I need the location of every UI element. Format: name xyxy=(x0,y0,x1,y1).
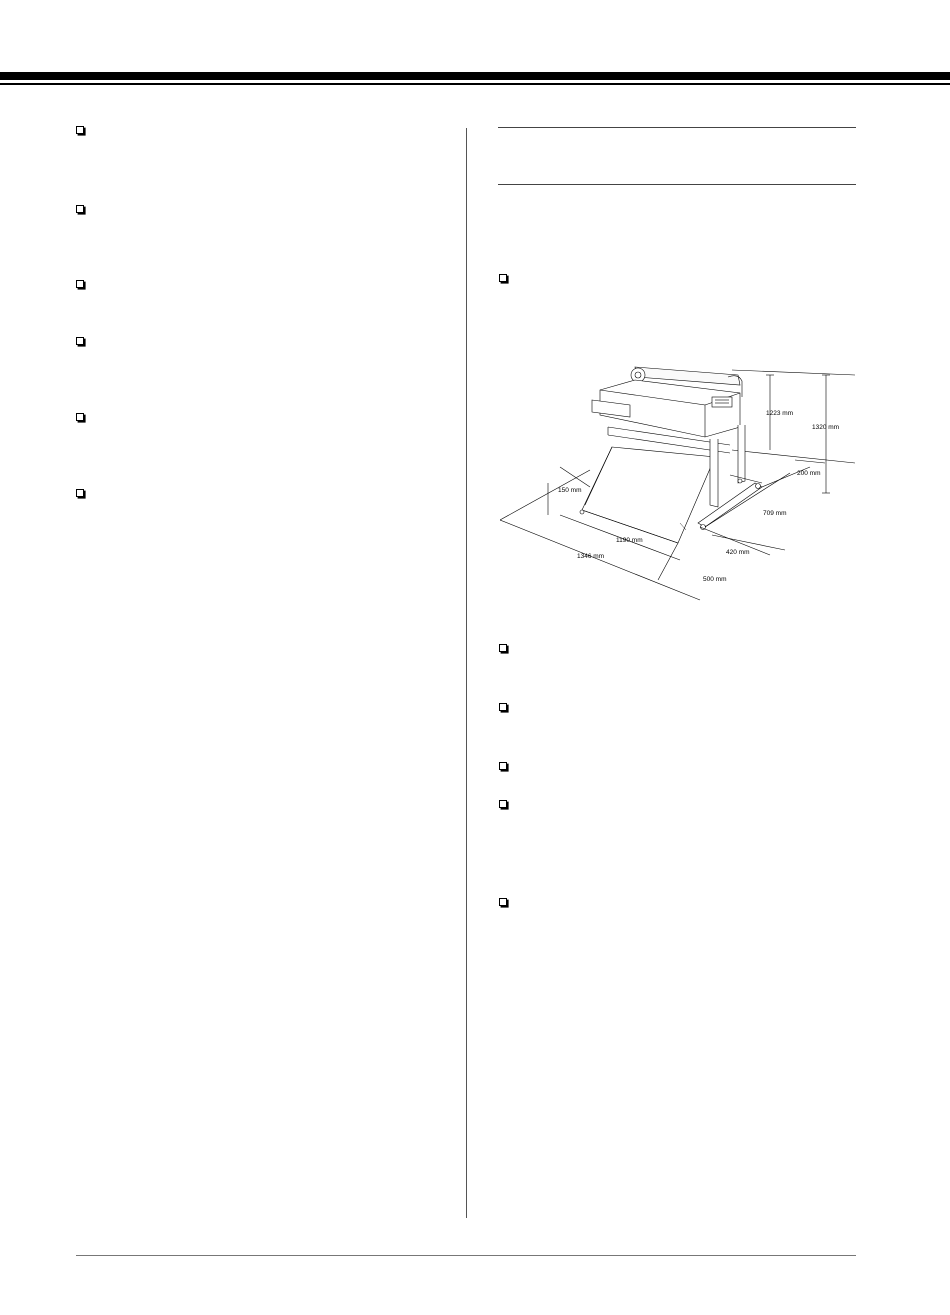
checkbox-bullet-9 xyxy=(499,703,507,711)
header-bar xyxy=(0,72,950,80)
checkbox-bullet-8 xyxy=(499,644,507,652)
printer-dimensions-figure xyxy=(500,355,858,605)
checkbox-bullet-10 xyxy=(499,762,507,770)
label-width-body: 1190 mm xyxy=(616,537,643,544)
label-side-clearance: 150 mm xyxy=(558,487,582,494)
label-base-depth: 420 mm xyxy=(726,549,750,556)
checkbox-bullet-2 xyxy=(76,205,84,213)
printer-diagram xyxy=(500,355,858,605)
section-rule-bottom xyxy=(498,184,856,185)
checkbox-bullet-7 xyxy=(499,274,507,282)
label-depth: 709 mm xyxy=(763,510,787,517)
label-height-total: 1320 mm xyxy=(812,424,840,431)
label-height-body: 1223 mm xyxy=(766,410,794,417)
checkbox-bullet-5 xyxy=(76,413,84,421)
section-rule-top xyxy=(498,127,856,128)
label-rear-clearance: 200 mm xyxy=(797,470,821,477)
label-width-total: 1346 mm xyxy=(577,553,605,560)
checkbox-bullet-4 xyxy=(76,337,84,345)
label-front-clearance: 500 mm xyxy=(703,576,727,583)
header-rule xyxy=(0,83,950,85)
checkbox-bullet-12 xyxy=(499,898,507,906)
checkbox-bullet-3 xyxy=(76,280,84,288)
footer-rule xyxy=(76,1255,856,1256)
checkbox-bullet-1 xyxy=(76,126,84,134)
checkbox-bullet-6 xyxy=(76,489,84,497)
checkbox-bullet-11 xyxy=(499,800,507,808)
column-divider xyxy=(466,128,467,1218)
